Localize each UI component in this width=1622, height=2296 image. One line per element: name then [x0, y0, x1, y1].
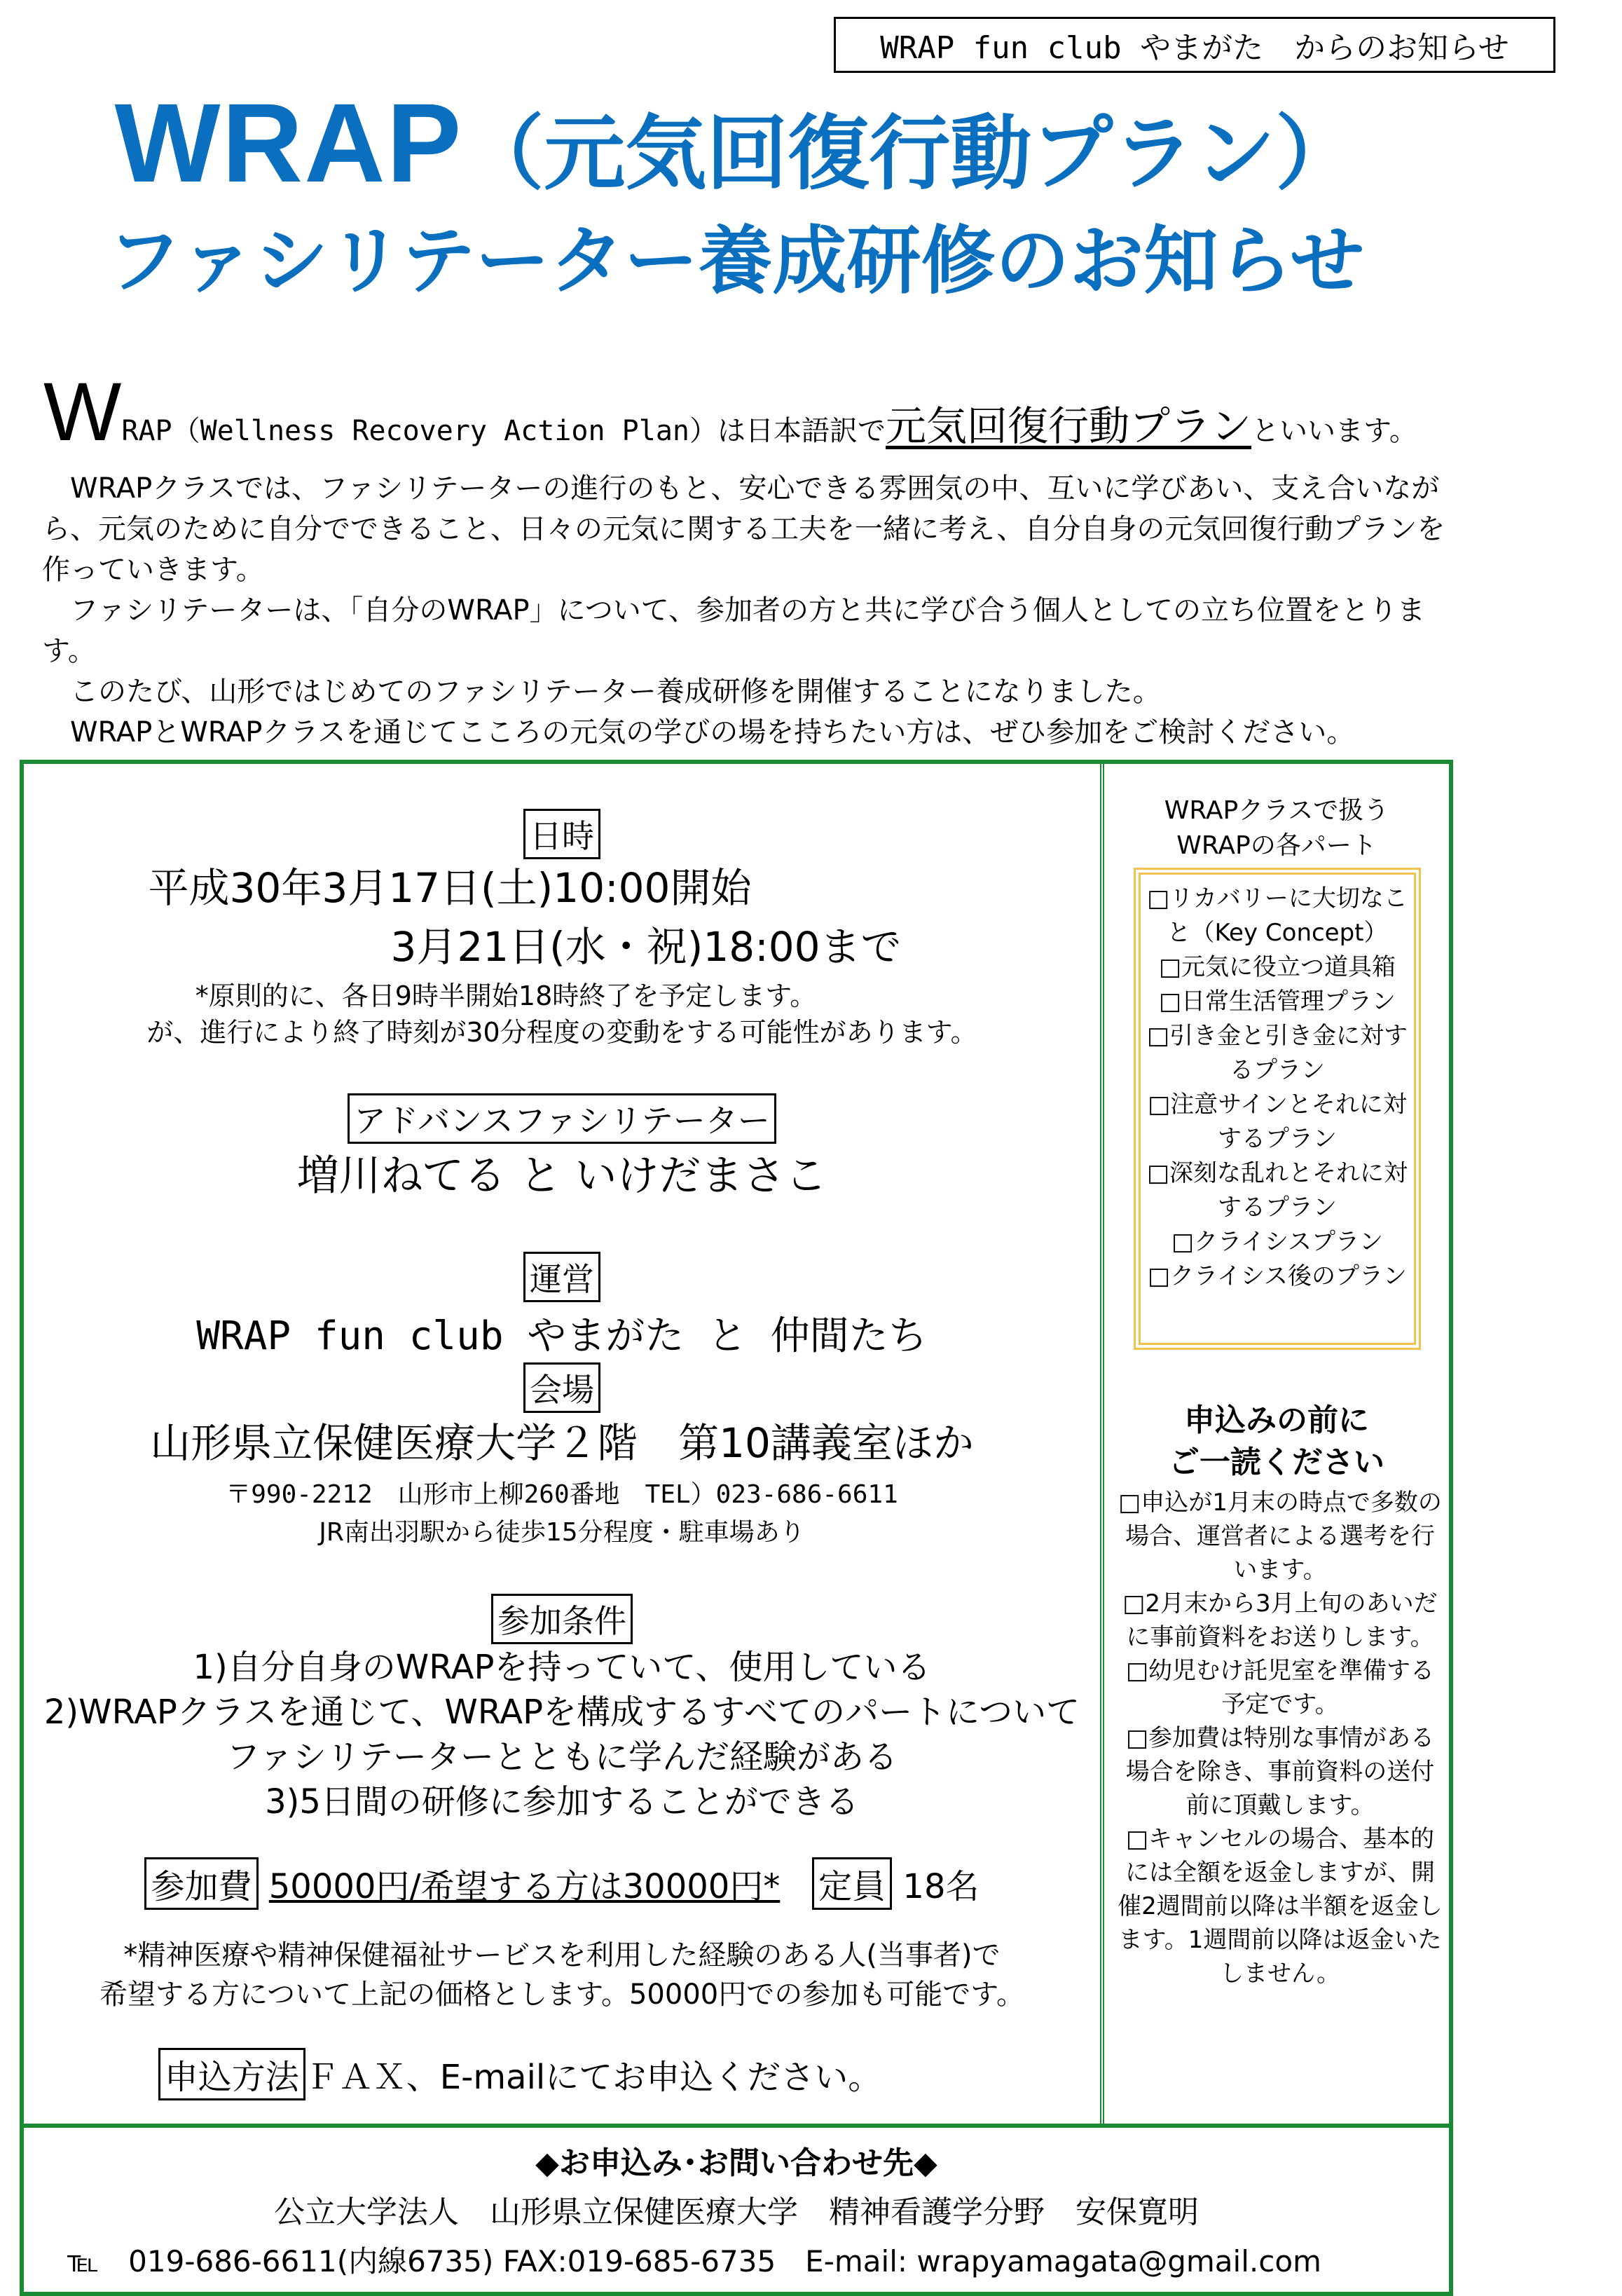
capacity-label: 定員 — [812, 1857, 892, 1910]
intro-tail: といいます。 — [1251, 415, 1417, 447]
notes-item: □申込が1月末の時点で多数の場合、運営者による選考を行います。 — [1118, 1489, 1442, 1584]
operation-label: 運営 — [523, 1252, 600, 1302]
parts-item: □引き金と引き金に対するプラン — [1146, 1022, 1408, 1084]
parts-item: □注意サインとそれに対するプラン — [1148, 1091, 1407, 1153]
body-paragraph: WRAPクラスでは、ファシリテーターの進行のもと、安心できる雰囲気の中、互いに学びあい、支え合いながら、元気のために自分でできること、日々の元気に関する工夫を一緒に考え、自分自身の元気回復行動プランを作っていきます。 — [42, 472, 1445, 586]
date-start: 平成30年3月17日(土)10:00開始 — [148, 864, 752, 912]
apply-label: 申込方法 — [158, 2048, 305, 2100]
body-paragraph: このたび、山形ではじめてのファシリテーター養成研修を開催することになりました。 — [42, 676, 1161, 708]
notes-item: □キャンセルの場合、基本的には全額を返金しますが、開催2週間前以降は半額を返金します。1週間前以降は返金いたしません。 — [1118, 1825, 1443, 1988]
fee-note-2: 希望する方について上記の価格とします。50000円での参加も可能です。 — [99, 1979, 1025, 2011]
intro-body — [42, 468, 1471, 753]
venue: 山形県立保健医療大学２階 第10講義室ほか — [150, 1419, 974, 1467]
fee-value: 50000円/希望する方は30000円* — [268, 1867, 781, 1906]
notes-item: □2月末から3月上旬のあいだに事前資料をお送りします。 — [1122, 1590, 1438, 1651]
conditions-label: 参加条件 — [491, 1594, 633, 1644]
details-panel — [24, 764, 1104, 2124]
contact-line: ℡ 019-686-6611(内線6735) FAX:019-685-6735 E-mail: wrapyamagata@gmail.com — [67, 2244, 1321, 2278]
notes-title-2: ご一読ください — [1169, 1444, 1384, 1480]
facilitators: 増川ねてる と いけだまさこ — [296, 1152, 827, 1201]
date-note-2: が、進行により終了時刻が30分程度の変動をする可能性があります。 — [146, 1017, 977, 1048]
intro-jp-name: 元気回復行動プラン — [886, 402, 1252, 450]
contact-org: 公立大学法人 山形県立保健医療大学 精神看護学分野 安保寛明 — [274, 2194, 1199, 2230]
contact-title: ◆お申込み･お問い合わせ先◆ — [535, 2145, 937, 2181]
venue-label: 会場 — [523, 1362, 600, 1413]
condition-2: 2)WRAPクラスを通じて、WRAPを構成するすべてのパートについて — [43, 1693, 1080, 1732]
title-wrap: WRAP — [114, 80, 463, 205]
date-note-1: *原則的に、各日9時半開始18時終了を予定します。 — [195, 980, 817, 1011]
apply-row — [0, 2048, 1058, 2100]
notes-item: □参加費は特別な事情がある場合を除き、事前資料の送付前に頂戴します。 — [1125, 1724, 1435, 1819]
parts-item: □リカバリーに大切なこと（Key Concept） — [1147, 884, 1408, 947]
fee-note-1: *精神医療や精神保健福祉サービスを利用した経験のある人(当事者)で — [123, 1939, 1001, 1972]
notice-box — [834, 17, 1555, 73]
title-line1-rest: （元気回復行動プラン） — [462, 107, 1357, 201]
page-title — [0, 78, 1471, 207]
body-paragraph: WRAPとWRAPクラスを通じてこころの元気の学びの場を持ちたい方は、ぜひ参加をご検討ください。 — [42, 716, 1355, 749]
notes-item: □幼児むけ託児室を準備する予定です。 — [1125, 1657, 1435, 1718]
facilitator-label: アドバンスファシリテーター — [348, 1093, 776, 1144]
apply-text: ＦＡＸ、E-mailにてお申込ください。 — [305, 2058, 882, 2097]
notes-list — [1115, 1486, 1445, 1990]
parts-item: □元気に役立つ道具箱 — [1158, 953, 1396, 981]
body-paragraph: ファシリテーターは、「自分のWRAP」について、参加者の方と共に学び合う個人としての立ち位置をとります。 — [42, 594, 1426, 667]
condition-1: 1)自分自身のWRAPを持っていて、使用している — [193, 1648, 931, 1687]
intro-line — [43, 364, 1417, 460]
parts-title-2: WRAPの各パート — [1176, 831, 1377, 860]
date-label: 日時 — [523, 809, 600, 859]
notice-text: WRAP fun club やまがた からのお知らせ — [880, 30, 1509, 66]
contact-box — [20, 2128, 1453, 2296]
condition-3: 3)5日間の研修に参加することができる — [265, 1782, 859, 1822]
capacity-value: 18名 — [902, 1867, 980, 1906]
details-box — [20, 760, 1453, 2128]
page-subtitle: ファシリテーター養成研修のお知らせ — [106, 218, 1365, 304]
operation: WRAP fun club やまがた と 仲間たち — [196, 1313, 928, 1359]
parts-item: □クライシスプラン — [1171, 1228, 1384, 1256]
venue-address: 〒990-2212 山形市上柳260番地 TEL）023-686-6611 — [226, 1480, 898, 1509]
venue-access: JR南出羽駅から徒歩15分程度・駐車場あり — [319, 1518, 805, 1547]
parts-title-1: WRAPクラスで扱う — [1164, 796, 1389, 825]
parts-item: □深刻な乱れとそれに対するプラン — [1146, 1159, 1408, 1222]
intro-drop-cap: W — [43, 366, 122, 458]
condition-2b: ファシリテーターとともに学んだ経験がある — [226, 1737, 898, 1777]
parts-list — [1134, 868, 1421, 1350]
fee-label: 参加費 — [144, 1857, 258, 1910]
parts-item: □クライシス後のプラン — [1147, 1262, 1408, 1290]
intro-text: RAP（Wellness Recovery Action Plan）は日本語訳で — [121, 415, 886, 447]
notes-title-1: 申込みの前に — [1184, 1402, 1369, 1438]
parts-item: □日常生活管理プラン — [1158, 988, 1396, 1016]
sidebar — [1104, 764, 1449, 2124]
date-end: 3月21日(水・祝)18:00まで — [390, 923, 902, 971]
fee-row — [24, 1857, 1100, 1910]
